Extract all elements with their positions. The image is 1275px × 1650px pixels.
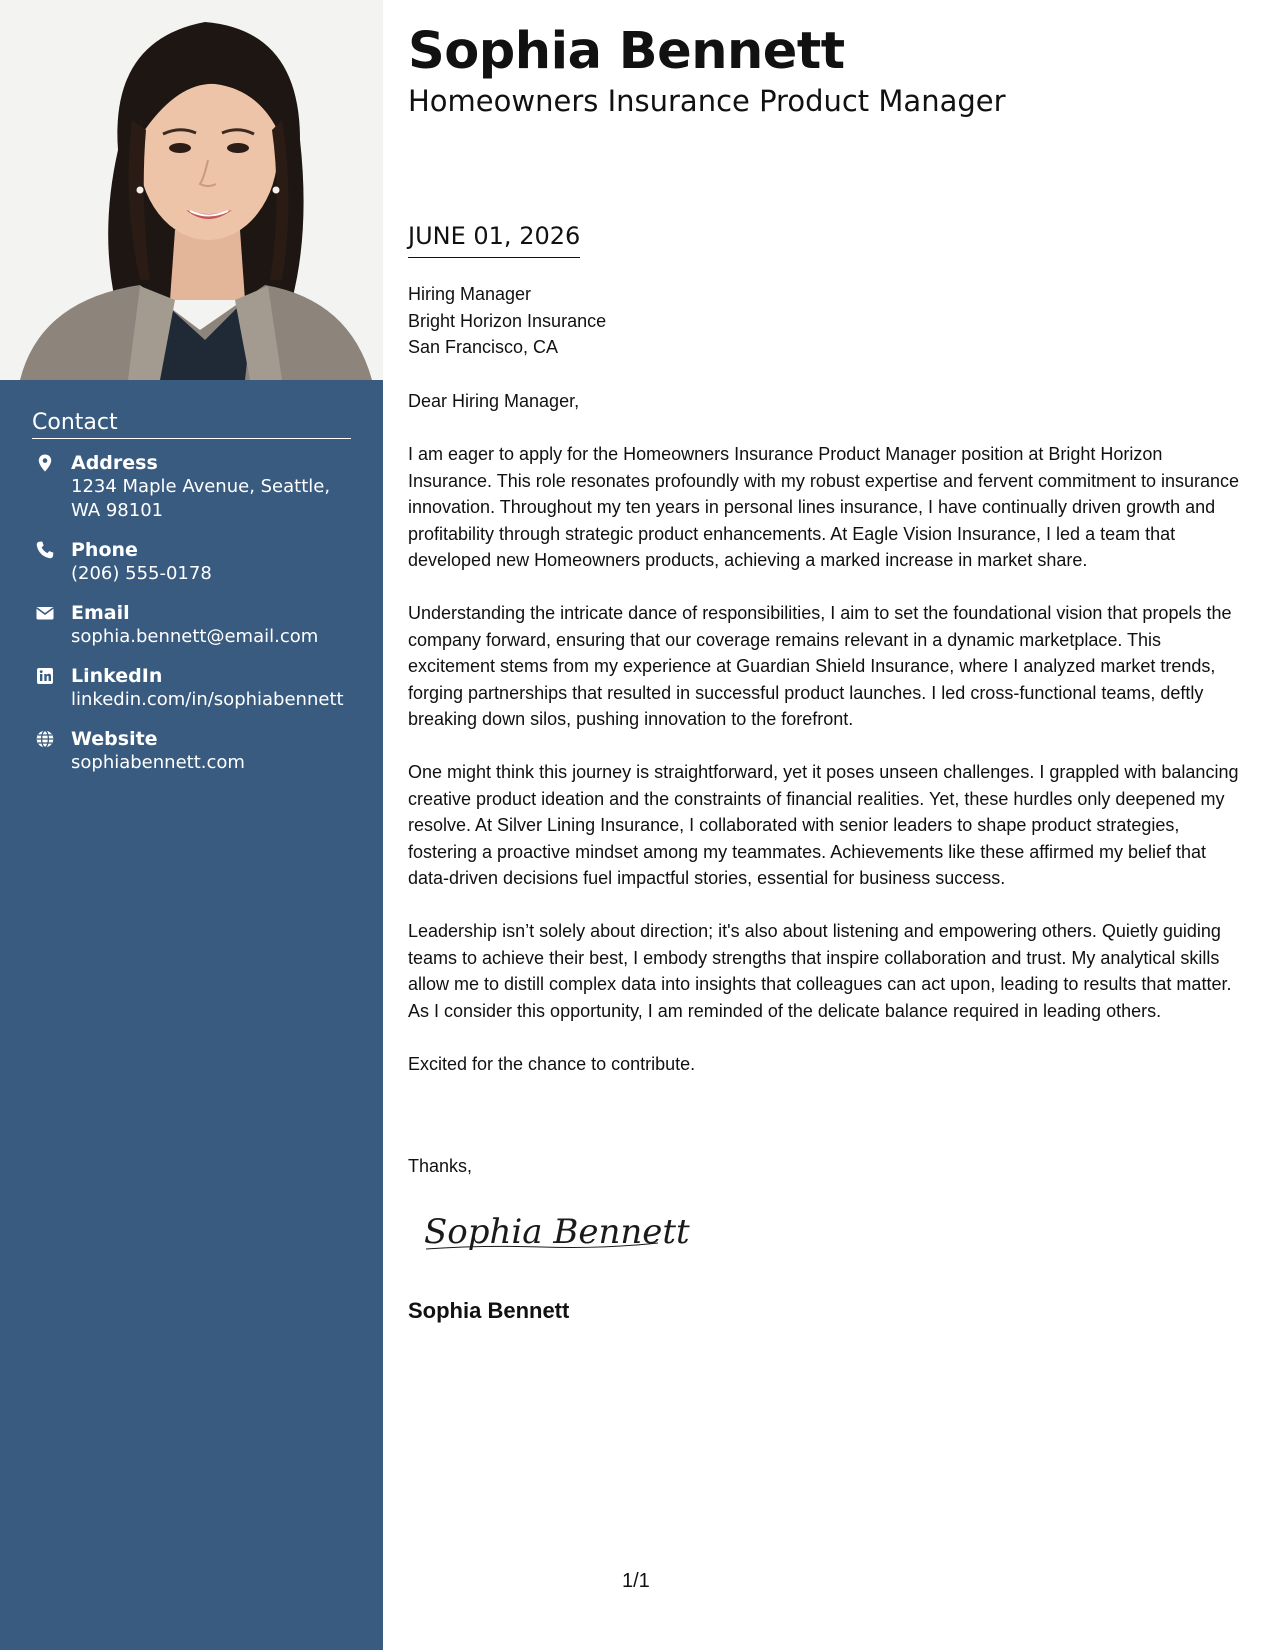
linkedin-label: LinkedIn	[71, 665, 163, 687]
phone-value[interactable]: (206) 555-0178	[71, 563, 212, 584]
website-label: Website	[71, 728, 158, 750]
contact-heading: Contact	[32, 410, 351, 439]
recipient-line: San Francisco, CA	[408, 337, 559, 357]
body-paragraph: Understanding the intricate dance of responsibilities, I aim to set the foundational vision that propels the company forward, ensuring that our coverage remains relevant in a dynamic marketplace. This excitement stems from my experience at Guardian Shield Insurance, where I analyzed market trends, forging partnerships that resulted in successful product launches. I led cross-functional teams, deftly breaking down silos, pushing innovation to the forefront.	[408, 603, 1232, 729]
body-paragraph: I am eager to apply for the Homeowners Insurance Product Manager position at Bright Horizon Insurance. This role resonates profoundly with my robust expertise and fervent commitment to insurance innovation. Throughout my ten years in personal lines insurance, I have continually driven growth and profitability through strategic product enhancements. At Eagle Vision Insurance, I led a team that developed new Homeowners products, achieving a marked increase in market share.	[408, 444, 1240, 570]
phone-icon	[35, 540, 55, 560]
phone-label: Phone	[71, 539, 138, 561]
sidebar	[0, 0, 383, 1650]
closing: Thanks,	[408, 1156, 473, 1176]
body-paragraph: Excited for the chance to contribute.	[408, 1053, 696, 1074]
linkedin-icon	[35, 666, 55, 686]
contact-email	[32, 601, 351, 649]
body-paragraph: Leadership isn’t solely about direction; it's also about listening and empowering others. Quietly guiding teams to achieve their best, I embody strengths that inspire collaboration and trust. My analytical skills allow me to distill complex data into insights that colleagues can act upon, leading to results that matter. As I consider this opportunity, I am reminded of the delicate balance required in leading others.	[408, 921, 1232, 1021]
address-label: Address	[71, 452, 158, 474]
envelope-icon	[35, 603, 55, 623]
map-pin-icon	[35, 453, 55, 473]
contact-phone	[32, 538, 351, 586]
signer-name: Sophia Bennett	[408, 1298, 570, 1323]
contact-section	[32, 410, 351, 790]
globe-icon	[35, 729, 55, 749]
signature-text: Sophia Bennett	[424, 1212, 690, 1252]
recipient-block	[408, 281, 606, 361]
email-label: Email	[71, 602, 130, 624]
letter-body	[408, 441, 1250, 1104]
signature-image	[422, 1205, 690, 1257]
page-number: 1/1	[622, 1570, 650, 1592]
contact-linkedin	[32, 664, 351, 712]
applicant-name: Sophia Bennett	[408, 22, 845, 81]
website-value[interactable]: sophiabennett.com	[71, 752, 245, 773]
body-paragraph: One might think this journey is straightforward, yet it poses unseen challenges. I grappled with balancing creative product ideation and the constraints of financial realities. Yet, these hurdles only deepened my resolve. At Silver Lining Insurance, I collaborated with senior leaders to shape product strategies, fostering a proactive mindset among my teammates. Achievements like these affirmed my belief that data-driven decisions fuel impactful stories, essential for business success.	[408, 762, 1239, 888]
address-value: 1234 Maple Avenue, Seattle, WA 98101	[71, 476, 331, 521]
profile-photo	[0, 0, 383, 380]
linkedin-value[interactable]: linkedin.com/in/sophiabennett	[71, 689, 344, 710]
job-title: Homeowners Insurance Product Manager	[408, 84, 1006, 118]
email-value[interactable]: sophia.bennett@email.com	[71, 626, 319, 647]
contact-address	[32, 451, 351, 523]
salutation: Dear Hiring Manager,	[408, 391, 580, 411]
recipient-line: Hiring Manager	[408, 284, 532, 304]
recipient-line: Bright Horizon Insurance	[408, 310, 607, 331]
letter-date: JUNE 01, 2026	[408, 222, 580, 258]
contact-website	[32, 727, 351, 775]
